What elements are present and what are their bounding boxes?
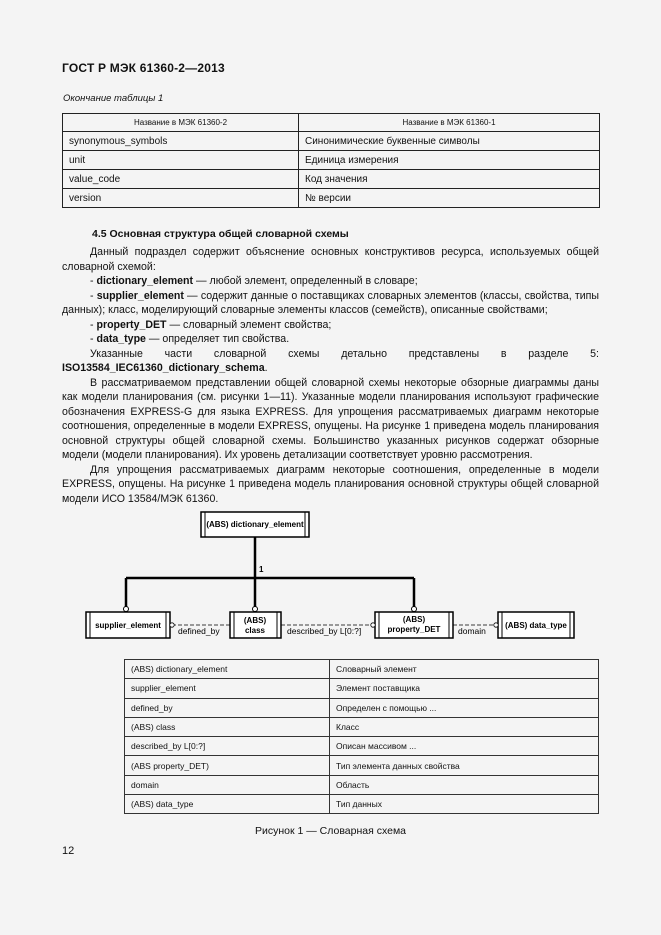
box-label: class [244,626,266,635]
list-item: - property_DET — словарный элемент свойства; [90,318,332,331]
table-cell: value_code [63,170,299,189]
table-row [125,737,599,756]
page-number: 12 [62,845,75,857]
table-cell: Определен с помощью ... [330,698,599,717]
supertype-mark: 1 [259,565,264,574]
table-cell: (ABS property_DET) [125,756,330,775]
box-label: (ABS) dictionary_element [206,520,304,529]
paragraph: В рассматриваемом представлении общей словарной схемы некоторые обзорные диаграммы даны как модели планирования (см. рисунки 1—11). Указанные модели планирования используют графические обозначения EXPRESS-G для языка EXPRESS. Для упрощения рассматриваемых диаграмм некоторые соотношения, определенные в модели EXPRESS, опущены. На рисунке 1 приведена модель планирования основной структуры общей словарной схемы. Большинство указанных рисунков содержат обзорные модели (модели планирования). Их уровень детализации соответствует уровню рассмотрения. [62,376,599,461]
column-header: Название в МЭК 61360-1 [299,114,600,132]
table-caption: Окончание таблицы 1 [63,93,164,104]
box-label: (ABS) data_type [505,621,567,630]
figure-caption: Рисунок 1 — Словарная схема [254,825,407,837]
table-cell: Единица измерения [299,151,600,170]
term: supplier_element [96,289,184,302]
table-cell: version [63,189,299,208]
table-cell: Класс [330,717,599,736]
table-row [125,698,599,717]
section-title: 4.5 Основная структура общей словарной схемы [92,228,349,240]
paragraph: Для упрощения рассматриваемых диаграмм некоторые соотношения, определенные в модели EXPRESS, опущены. На рисунке 1 приведена модель планирования основной структуры общей словарной модели ИСО 13584/МЭК 61360. [62,463,599,505]
table-cell: Элемент поставщика [330,679,599,698]
list-item: - data_type — определяет тип свойства. [90,333,290,345]
table-row [125,775,599,794]
table-cell: Словарный элемент [330,660,599,679]
list-item: - dictionary_element — любой элемент, определенный в словаре; [90,275,418,287]
table-row [125,795,599,814]
table-cell: unit [63,151,299,170]
term: data_type [96,333,146,345]
table-cell: defined_by [125,698,330,717]
dictionary-element-box [201,512,309,537]
table-row [125,679,599,698]
table-cell: Код значения [299,170,600,189]
box-label: supplier_element [95,621,161,630]
term: property_DET [96,318,167,331]
column-header: Название в МЭК 61360-2 [63,114,299,132]
table-row [125,756,599,775]
table-cell: Синонимические буквенные символы [299,132,600,151]
list-item: - supplier_element — содержит данные о поставщиках словарных элементов (классы, свойства, типы данных); класс, моделирующий словарные элементы классов (семейств), описанные свойствами; [62,289,599,316]
table-cell: Тип данных [330,795,599,814]
box-label: property_DET [387,625,441,634]
table-cell: supplier_element [125,679,330,698]
standard-header: ГОСТ Р МЭК 61360-2—2013 [62,61,225,75]
table-cell: Область [330,775,599,794]
legend-table [124,659,599,814]
relation-label: defined_by [178,626,220,636]
supplier-element-box [86,612,170,638]
table-cell: Описан массивом ... [330,737,599,756]
table-cell: described_by L[0:?] [125,737,330,756]
property-det-box [375,612,453,638]
relation-label: described_by L[0:?] [287,626,362,636]
paragraph: Данный подраздел содержит объяснение основных конструктивов ресурса, используемых общей словарной схемой: [62,246,599,273]
table-cell: (ABS) data_type [125,795,330,814]
relation-label: domain [458,626,486,636]
table-row [125,660,599,679]
table-cell: synonymous_symbols [63,132,299,151]
paragraph: Указанные части словарной схемы детально представлены в разделе 5: ISO13584_IEC61360_dictionary_schema. [62,347,599,374]
table-cell: (ABS) class [125,717,330,736]
data-type-box [498,612,574,638]
table-cell: (ABS) dictionary_element [125,660,330,679]
box-label: (ABS) [402,615,426,624]
class-box [230,612,281,638]
term: dictionary_element [96,275,194,287]
table-cell: Тип элемента данных свойства [330,756,599,775]
box-label: (ABS) [243,616,267,625]
schema-reference: ISO13584_IEC61360_dictionary_schema [62,362,265,374]
table-cell: domain [125,775,330,794]
table-cell: № версии [299,189,600,208]
table-row [125,717,599,736]
